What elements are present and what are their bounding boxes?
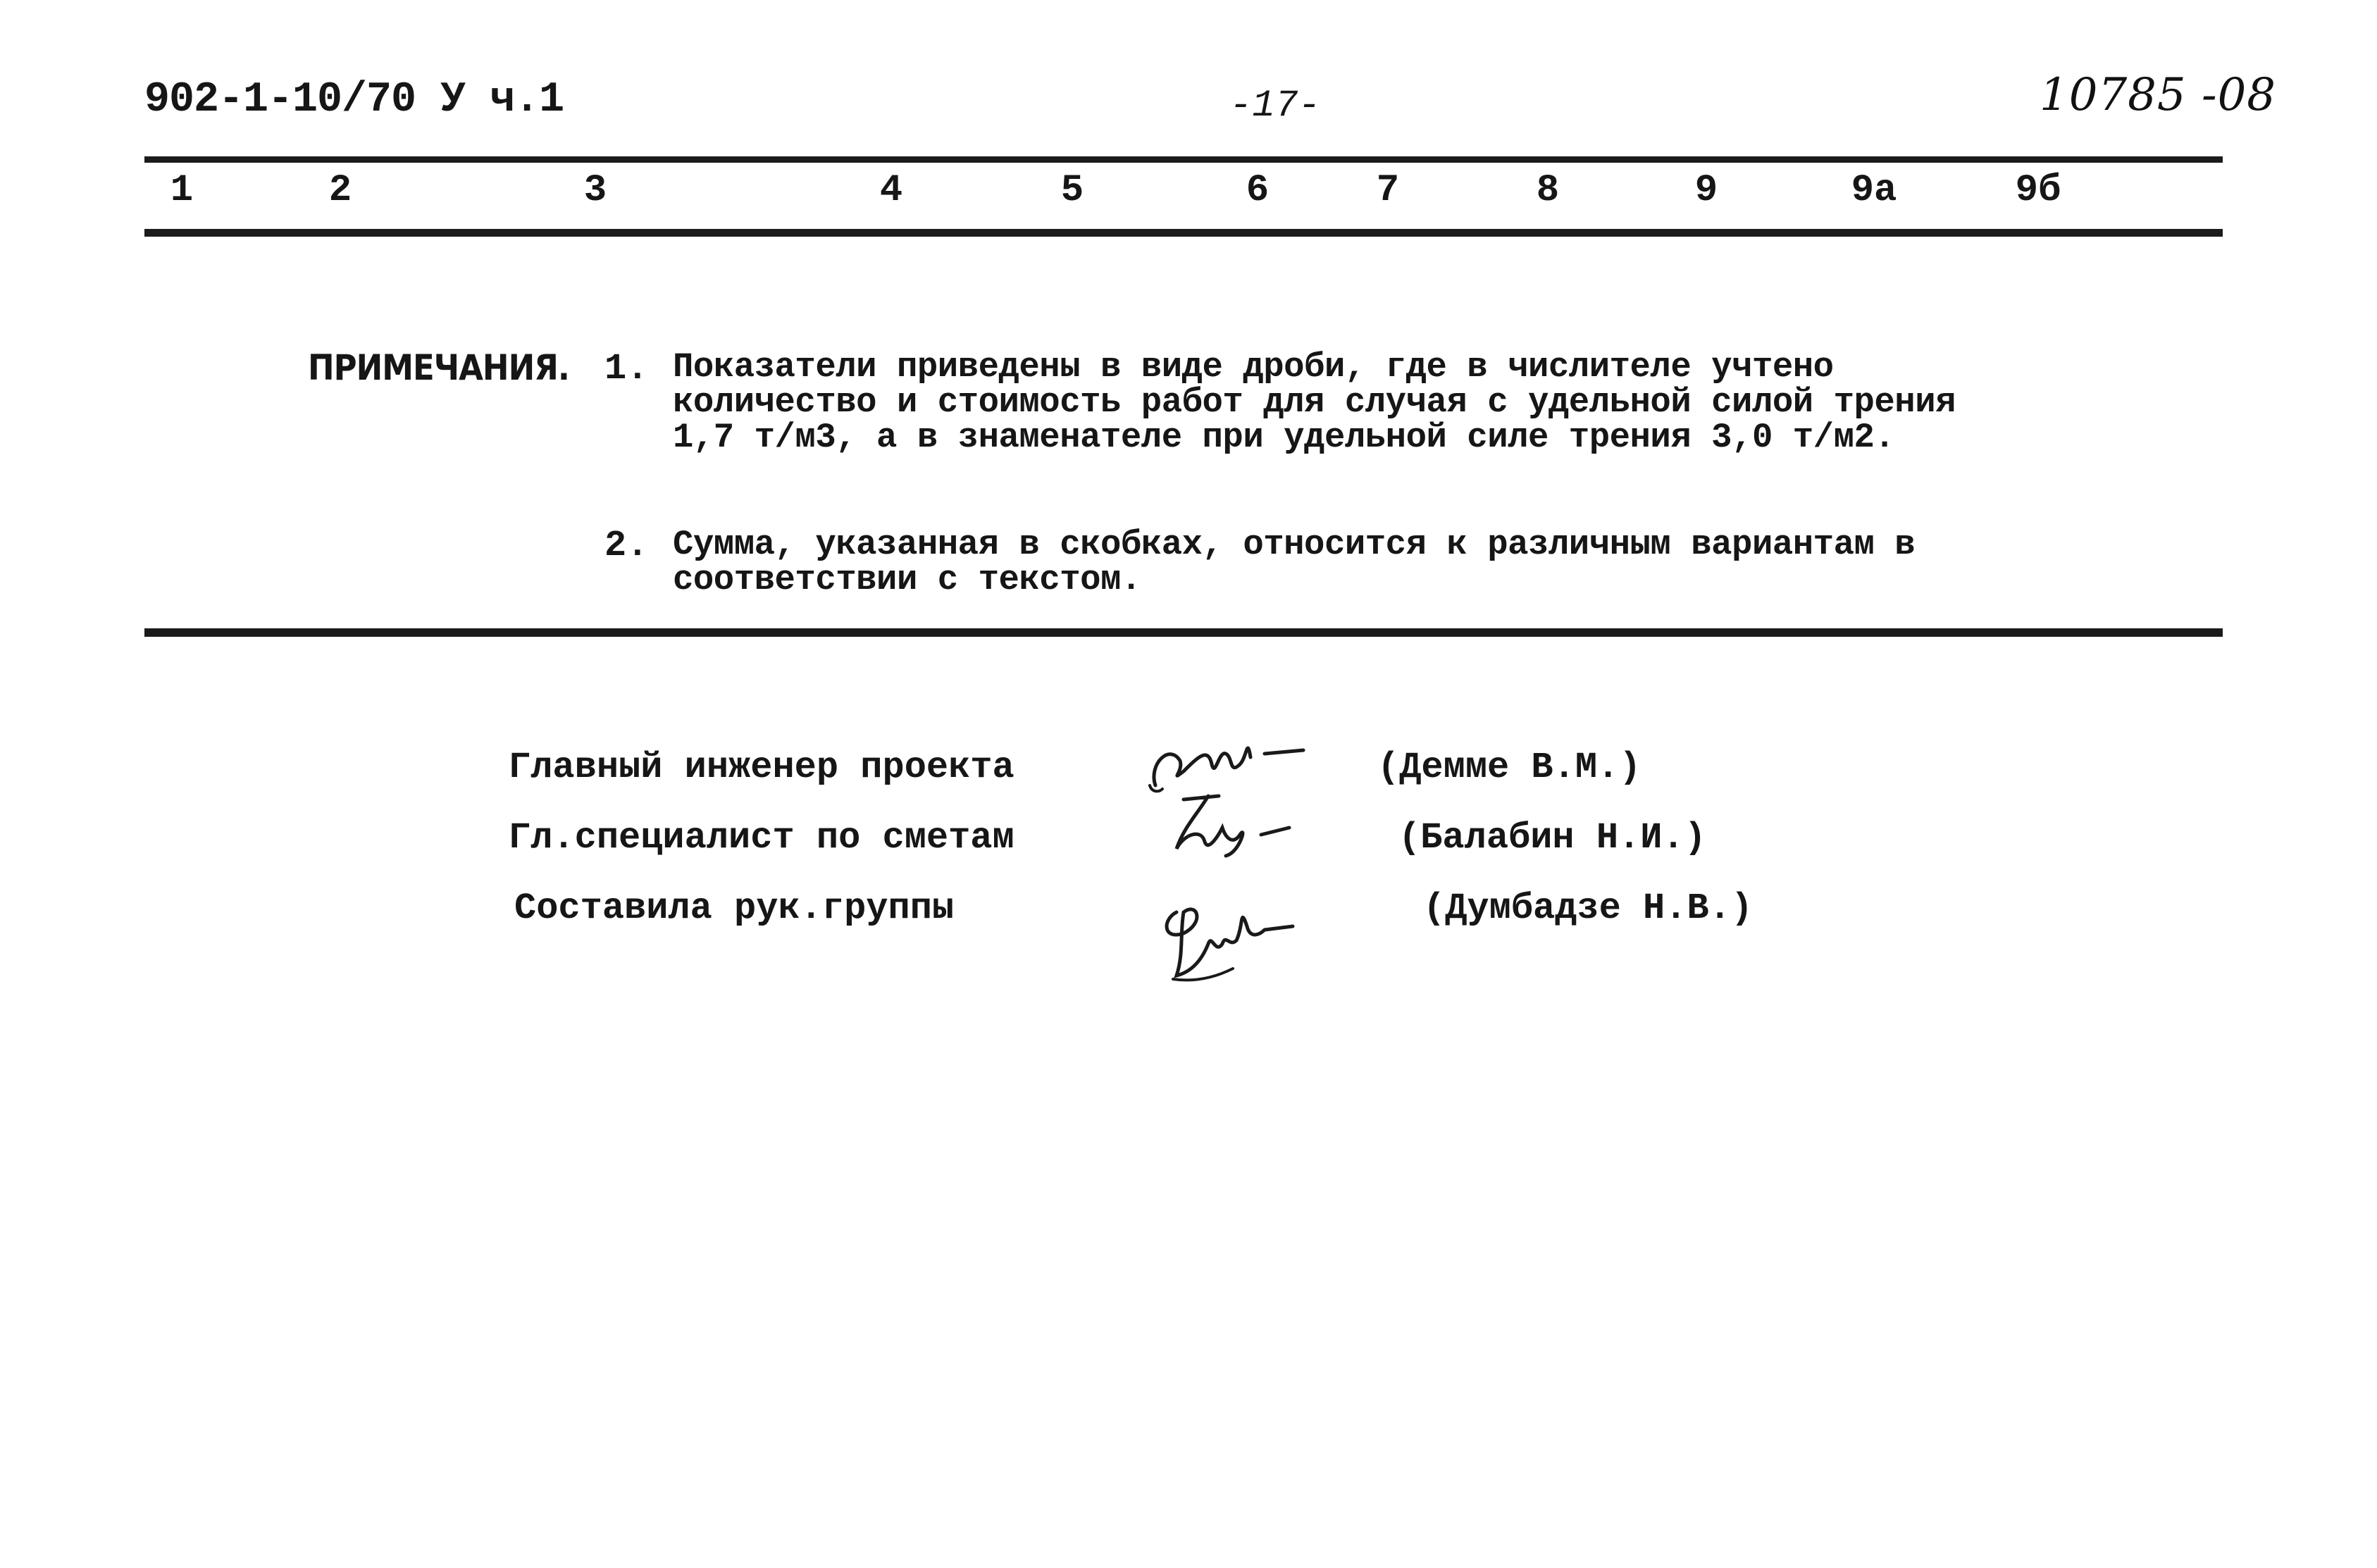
document-code: 902-1-10/70 У ч.1: [144, 76, 564, 124]
signature-name: (Думбадзе Н.В.): [1423, 888, 1754, 929]
note-text: Сумма, указанная в скобках, относится к различным вариантам в соответствии с текстом.: [673, 525, 1916, 599]
note-number: 1.: [604, 348, 649, 390]
column-number: 9а: [1851, 169, 1897, 212]
handwritten-signature: [1141, 884, 1324, 990]
column-number: 3: [583, 169, 607, 212]
notes-bottom-rule: [144, 628, 2223, 637]
archive-number: 10785 -08: [2040, 69, 2276, 121]
table-top-rule: [144, 156, 2223, 163]
column-number: 8: [1536, 169, 1560, 212]
signature-role: Главный инженер проекта: [509, 747, 1014, 788]
signature-name: (Балабин Н.И.): [1398, 817, 1706, 859]
column-number: 1: [170, 169, 194, 212]
column-number: 6: [1246, 169, 1270, 212]
column-number: 9: [1694, 169, 1718, 212]
column-number: 5: [1060, 169, 1084, 212]
handwritten-signature: [1141, 785, 1324, 863]
signature-name: (Демме В.М.): [1377, 747, 1641, 788]
note-text: Показатели приведены в виде дроби, где в числителе учтено количество и стоимость работ для случая с удельной силой трения 1,7 т/м3, а в знаменателе при удельной силе трения 3,0 т/м2.: [673, 347, 1956, 457]
notes-title: ПРИМЕЧАНИЯ.: [308, 347, 569, 388]
column-number: 7: [1376, 169, 1400, 212]
column-number: 4: [879, 169, 903, 212]
column-number: 2: [328, 169, 352, 212]
column-number: 9б: [2015, 169, 2061, 212]
table-header-bottom-rule: [144, 229, 2223, 237]
page-number: -17-: [1229, 85, 1321, 127]
signature-role: Составила рук.группы: [514, 888, 955, 929]
note-number: 2.: [604, 525, 649, 566]
signature-role: Гл.специалист по сметам: [509, 817, 1014, 859]
